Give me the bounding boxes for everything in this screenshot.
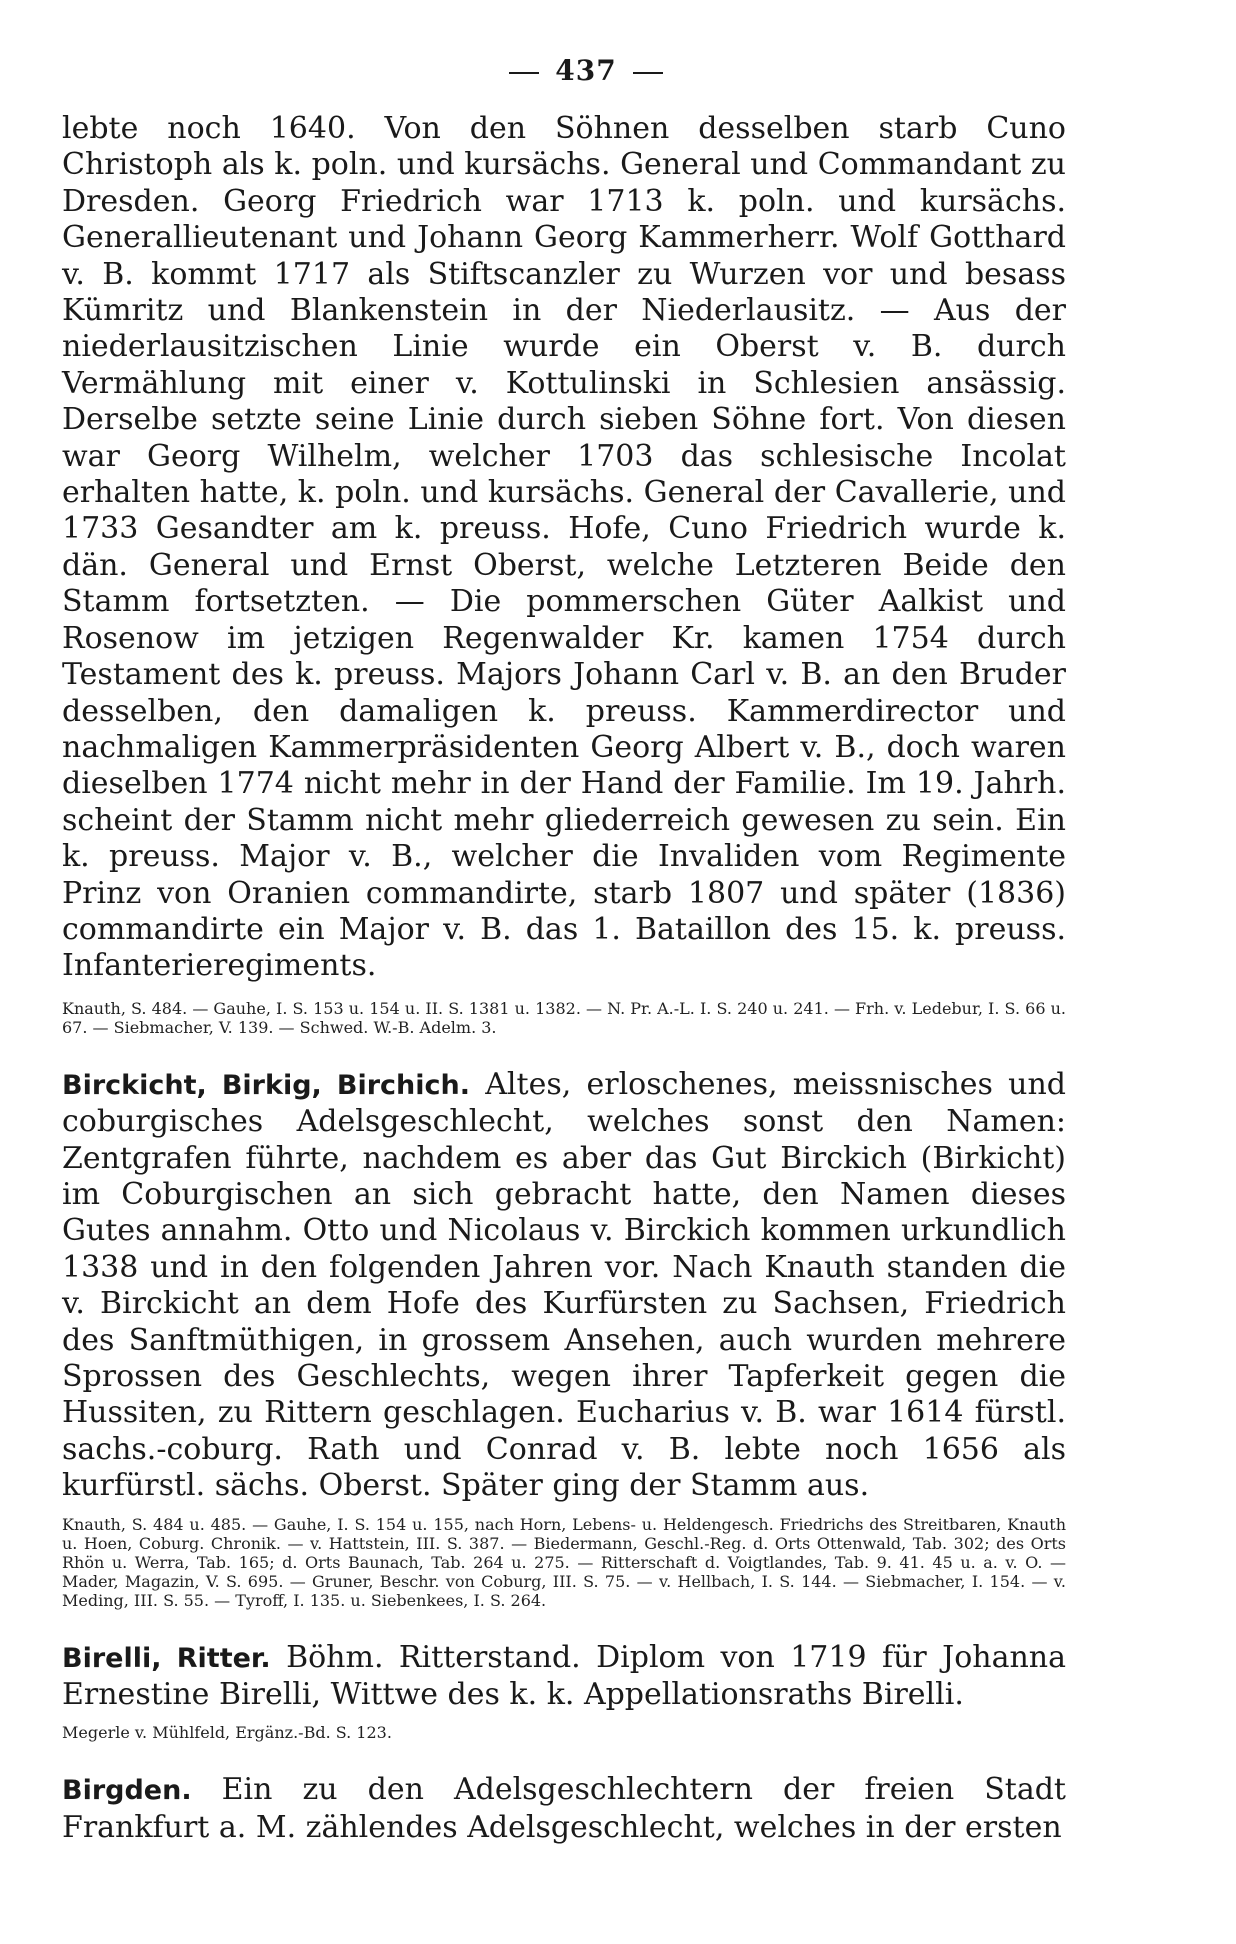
entry-headword: Birelli, Ritter.: [62, 1642, 271, 1674]
entry-footnote: Megerle v. Mühlfeld, Ergänz.-Bd. S. 123.: [62, 1723, 392, 1743]
entry-text: Altes, erloschenes, meissnisches und coburgisches Adelsgeschlecht, welches sonst den Namen: Zentgrafen führte, nachdem es aber das Gut Birckich (Birkicht) im Coburgischen an sich gebracht hatte, den Namen dieses Gutes annahm. Otto und Nicolaus v. Birckich kommen urkundlich 1338 und in den folgenden Jahren vor. Nach Knauth standen die v. Birckicht an dem Hofe des Kurfürsten zu Sachsen, Friedrich des Sanftmüthigen, in grossem Ansehen, auch wurden mehrere Sprossen des Geschlechts, wegen ihrer Tapferkeit gegen die Hussiten, zu Rittern geschlagen. Eucharius v. B. war 1614 fürstl. sachs.-coburg. Rath und Conrad v. B. lebte noch 1656 als kurfürstl. sächs. Oberst. Später ging der Stamm aus.: [62, 1066, 1066, 1504]
continuation-paragraph: lebte noch 1640. Von den Söhnen desselben starb Cuno Christoph als k. poln. und kursächs. General und Commandant zu Dresden. Georg Friedrich war 1713 k. poln. und kursächs. Generallieutenant und Johann Georg Kammerherr. Wolf Gotthard v. B. kommt 1717 als Stiftscanzler zu Wurzen vor und besass Kümritz und Blankenstein in der Niederlausitz. — Aus der niederlausitzischen Linie wurde ein Oberst v. B. durch Vermählung mit einer v. Kottulinski in Schlesien ansässig. Derselbe setzte seine Linie durch sieben Söhne fort. Von diesen war Georg Wilhelm, welcher 1703 das schlesische Incolat erhalten hatte, k. poln. und kursächs. General der Cavallerie, und 1733 Gesandter am k. preuss. Hofe, Cuno Friedrich wurde k. dän. General und Ernst Oberst, welche Letzteren Beide den Stamm fortsetzten. — Die pommerschen Güter Aalkist und Rosenow im jetzigen Regenwalder Kr. kamen 1754 durch Testament des k. preuss. Majors Johann Carl v. B. an den Bruder desselben, den damaligen k. preuss. Kammerdirector und nachmaligen Kammerpräsidenten Georg Albert v. B., doch waren dieselben 1774 nicht mehr in der Hand der Familie. Im 19. Jahrh. scheint der Stamm nicht mehr gliederreich gewesen zu sein. Ein k. preuss. Major v. B., welcher die Invaliden vom Regimente Prinz von Oranien commandirte, starb 1807 und später (1836) commandirte ein Major v. B. das 1. Bataillon des 15. k. preuss. Infanterieregiments.: [62, 111, 1066, 984]
entry-birckicht: [62, 1067, 1066, 1505]
entry-headword: Birgden.: [62, 1775, 192, 1807]
entry-headword: Birckicht, Birkig, Birchich.: [62, 1069, 471, 1101]
page-number: 437: [555, 54, 617, 87]
entry-footnote: Knauth, S. 484 u. 485. — Gauhe, I. S. 154 u. 155, nach Horn, Lebens- u. Heldengesch. Friedrichs des Streitbaren, Knauth u. Hoen, Coburg. Chronik. — v. Hattstein, III. S. 387. — Biedermann, Geschl.-Reg. d. Orts Ottenwald, Tab. 302; des Orts Rhön u. Werra, Tab. 165; d. Orts Baunach, Tab. 264 u. 275. — Ritterschaft d. Voigtlandes, Tab. 9. 41. 45 u. a. v. O. — Mader, Magazin, V. S. 695. — Gruner, Beschr. von Coburg, III. S. 75. — v. Hellbach, I. S. 144. — Siebmacher, I. 154. — v. Meding, III. S. 55. — Tyroff, I. 135. u. Siebenkees, I. S. 264.: [62, 1514, 1066, 1610]
entry-text: Böhm. Ritterstand. Diplom von 1719 für Johanna Ernestine Birelli, Wittwe des k. k. Appellationsraths Birelli.: [62, 1639, 1066, 1713]
continuation-footnote: Knauth, S. 484. — Gauhe, I. S. 153 u. 154 u. II. S. 1381 u. 1382. — N. Pr. A.-L. I. S. 240 u. 241. — Frh. v. Ledebur, I. S. 66 u. 67. — Siebmacher, V. 139. — Schwed. W.-B. Adelm. 3.: [62, 998, 1066, 1037]
page-header: [106, 54, 1066, 87]
header-dash-left: [509, 72, 539, 74]
entry-birgden: [62, 1772, 1066, 1846]
entry-birelli: [62, 1640, 1066, 1714]
entry-text: Ein zu den Adelsgeschlechtern der freien Stadt Frankfurt a. M. zählendes Adelsgeschlecht, welches in der ersten: [62, 1772, 1066, 1845]
header-dash-right: [633, 72, 663, 74]
